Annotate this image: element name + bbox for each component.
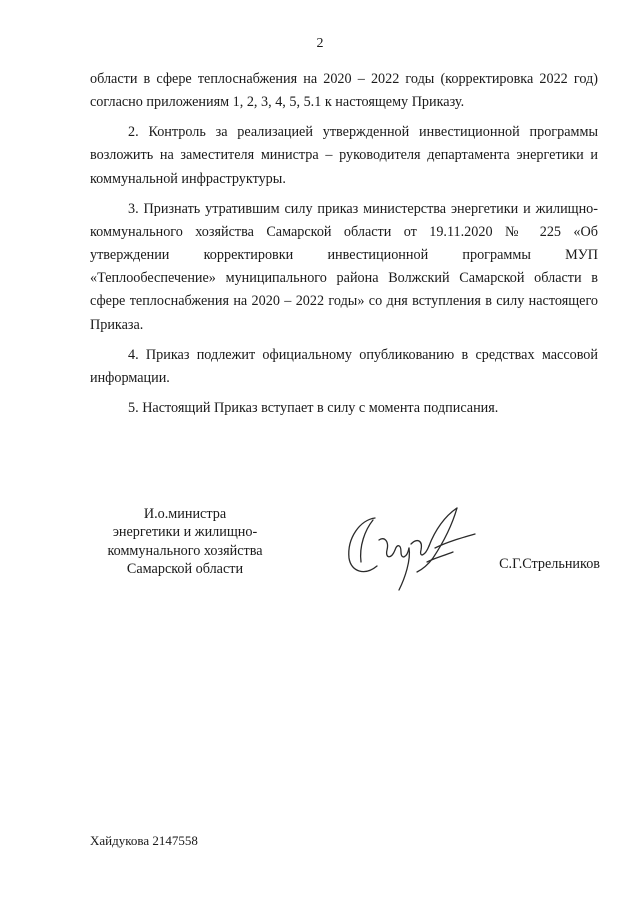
signatory-position-line: И.о.министра	[143, 506, 227, 522]
paragraph-item-3: 3. Признать утратившим силу приказ министерства энергетики и жилищно-коммунального хозяйства Самарской области от 19.11.2020 № 225 «Об утверждении корректировки инвестиционной программы МУП «Теплообеспечение» муниципального района Волжский Самарской области в сфере теплоснабжения на 2020 – 2022 годы» со дня вступления в силу настоящего Приказа.	[90, 200, 598, 333]
order-body	[90, 68, 598, 427]
page-number: 2	[316, 36, 324, 51]
paragraph-item-2: 2. Контроль за реализацией утвержденной инвестиционной программы возложить на заместителя министра – руководителя департамента энергетики и коммунальной инфраструктуры.	[90, 124, 598, 187]
paragraph-continuation: области в сфере теплоснабжения на 2020 – 2022 годы (корректировка 2022 год) согласно приложениям 1, 2, 3, 4, 5, 5.1 к настоящему Приказу.	[90, 71, 598, 111]
executor-contact: Хайдукова 2147558	[90, 833, 198, 848]
paragraph-item-4: 4. Приказ подлежит официальному опубликованию в средствах массовой информации.	[90, 346, 598, 386]
signatory-position-line: коммунального хозяйства	[107, 542, 263, 559]
signatory-position	[90, 505, 280, 579]
handwritten-signature	[335, 500, 485, 595]
paragraph-item-5: 5. Настоящий Приказ вступает в силу с момента подписания.	[128, 399, 499, 416]
signatory-name: С.Г.Стрельников	[499, 556, 600, 572]
signatory-position-line: энергетики и жилищно-	[112, 524, 258, 541]
signatory-position-line: Самарской области	[126, 561, 244, 578]
